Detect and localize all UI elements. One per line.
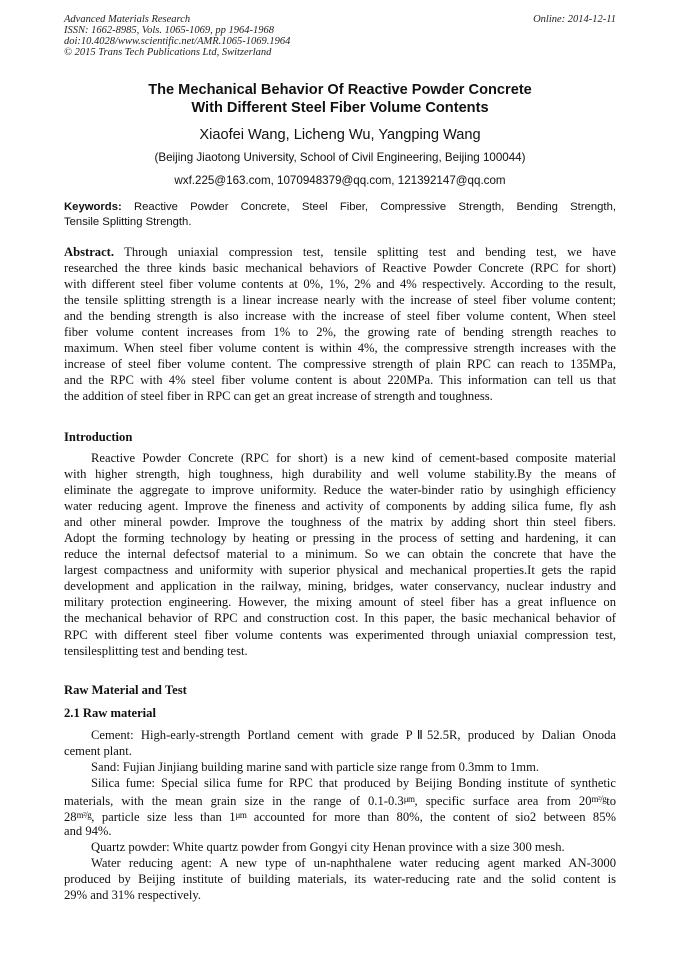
sand-line: Sand: Fujian Jinjiang building marine sand with particle size range from 0.3mm to 1mm. — [91, 760, 540, 775]
intro-line: water reducing agent. Improve the fineness and activity of components by adding silica fume, fly ash — [64, 499, 616, 514]
keywords-label: Keywords: — [64, 201, 122, 213]
cement-line: cement plant. — [64, 744, 132, 759]
journal-name: Advanced Materials Research — [64, 14, 191, 25]
abstract-line: fiber volume content increases from 1% to 2%, the growing rate of bending strength reaches to — [64, 325, 616, 340]
journal-header — [64, 14, 616, 58]
intro-line: the mechanical behavior of RPC and construction cost. In this paper, the basic mechanical behavior of — [64, 611, 616, 626]
intro-line: military protection engineering. However, the mixing amount of steel fiber has a great influence on — [64, 595, 616, 610]
abstract-line: the tensile splitting strength is a linear increase nearly with the increase of steel fiber volume content; — [64, 293, 616, 308]
water-agent-line: produced by Beijing institute of building materials, its water-reducing rate and the solid content is — [64, 872, 616, 887]
quartz-line: Quartz powder: White quartz powder from Gongyi city Henan province with a size 300 mesh. — [91, 840, 565, 855]
keywords-text-1: Reactive Powder Concrete, Steel Fiber, Compressive Strength, Bending Strength, — [133, 201, 616, 213]
paper-title — [64, 81, 616, 117]
abstract — [64, 244, 616, 404]
keywords-line-1 — [64, 200, 616, 215]
abstract-label: Abstract. — [64, 245, 115, 259]
intro-line: RPC with different steel fiber volume contents was experimented through uniaxial compression test, — [64, 627, 616, 642]
water-agent-line: 29% and 31% respectively. — [64, 888, 201, 903]
online-date: Online: 2014-12-11 — [533, 14, 616, 25]
keywords — [64, 200, 616, 230]
author-emails: wxf.225@163.com, 1070948379@qq.com, 121392147@qq.com — [174, 174, 506, 187]
copyright-line: © 2015 Trans Tech Publications Ltd, Switzerland — [64, 47, 272, 58]
raw-material-subheading: 2.1 Raw material — [64, 706, 156, 720]
cement-line: Cement: High-early-strength Portland cement with grade PⅡ52.5R, produced by Dalian Onoda — [91, 728, 616, 742]
authors: Xiaofei Wang, Licheng Wu, Yangping Wang — [199, 127, 481, 143]
silica-line: $28^{m^2/g}$, particle size less than $1^{\mu m}$ accounted for more than 80%, the content of sio2 between 85% — [64, 810, 616, 825]
abstract-line: Abstract. Through uniaxial compression test, tensile splitting test and bending test, we have — [64, 245, 617, 259]
intro-line: and other mineral powder. Improve the toughness of the matrix by adding short thin steel fibers. — [64, 515, 616, 530]
keywords-line-2: Tensile Splitting Strength. — [64, 216, 192, 228]
intro-line: tensilesplitting test and bending test. — [64, 643, 248, 658]
area-unit: m²/g — [591, 794, 607, 805]
silica-line: Silica fume: Special silica fume for RPC that produced by Beijing Bonding institute of synthetic — [91, 776, 616, 791]
abstract-line: increase of steel fiber volume content. The compressive strength of plain RPC can reach to 135MPa, — [64, 357, 616, 372]
intro-line: reduce the internal defectsof material to a minimum. So we can obtain the concrete that have the — [64, 547, 616, 562]
abstract-line: the addition of steel fiber in RPC can get an great increase of strength and toughness. — [64, 389, 493, 404]
title-line-1: The Mechanical Behavior Of Reactive Powder Concrete — [148, 82, 532, 98]
affiliation: (Beijing Jiaotong University, School of Civil Engineering, Beijing 100044) — [154, 151, 526, 164]
raw-material-heading: Raw Material and Test — [64, 683, 187, 697]
abstract-line: and the bending strength is also increase with the increase of steel fiber volume content, When steel — [64, 309, 616, 324]
abstract-line: and the RPC with 4% steel fiber volume content is about 220MPa. This information can tell us that — [64, 373, 616, 388]
micrometer-unit: μm — [235, 810, 247, 821]
intro-line: Reactive Powder Concrete (RPC for short) is a new kind of cement-based composite material — [91, 451, 616, 465]
introduction-heading: Introduction — [64, 430, 133, 444]
intro-line: Adopt the forming technology by heating or pressing in the process of setting and hardening, it can — [64, 531, 616, 546]
introduction-body — [64, 450, 616, 659]
intro-line: with higher strength, high toughness, high durability and well volume stability.By the means of — [64, 467, 616, 482]
intro-line: eliminate the aggregate to improve uniformity. Reduce the water-binder ratio by usinghigh efficiency — [64, 483, 616, 498]
raw-material-body — [64, 727, 616, 904]
silica-line: and 94%. — [64, 824, 112, 839]
abstract-line: researched the three kinds basic mechanical behaviors of Reactive Powder Concrete (RPC for short) — [64, 261, 616, 276]
doi-line: doi:10.4028/www.scientific.net/AMR.1065-1069.1964 — [64, 36, 291, 47]
abstract-line: with different steel fiber volume contents at 0%, 1%, 2% and 4% respectively. According to the result, — [64, 277, 616, 292]
area-unit: m²/g — [76, 810, 92, 821]
silica-line: materials, with the mean grain size in the range of $0.1-0.3^{\mu m}$, specific surface area from $20^{m^2/g}to$ — [64, 794, 616, 809]
intro-line: largest compactness and uniformity with superior physical and mechanical properties.It gets the rapid — [64, 563, 616, 578]
micrometer-unit: μm — [403, 794, 415, 805]
intro-line: development and application in the railway, mining, bridges, water conservancy, nuclear industry and — [64, 579, 616, 594]
issn-line: ISSN: 1662-8985, Vols. 1065-1069, pp 1964-1968 — [64, 25, 274, 36]
abstract-line: maximum. When steel fiber volume content is within 4%, the compressive strength increases with the — [64, 341, 616, 356]
water-agent-line: Water reducing agent: A new type of un-naphthalene water reducing agent marked AN-3000 — [91, 856, 616, 871]
title-line-2: With Different Steel Fiber Volume Contents — [191, 100, 489, 116]
